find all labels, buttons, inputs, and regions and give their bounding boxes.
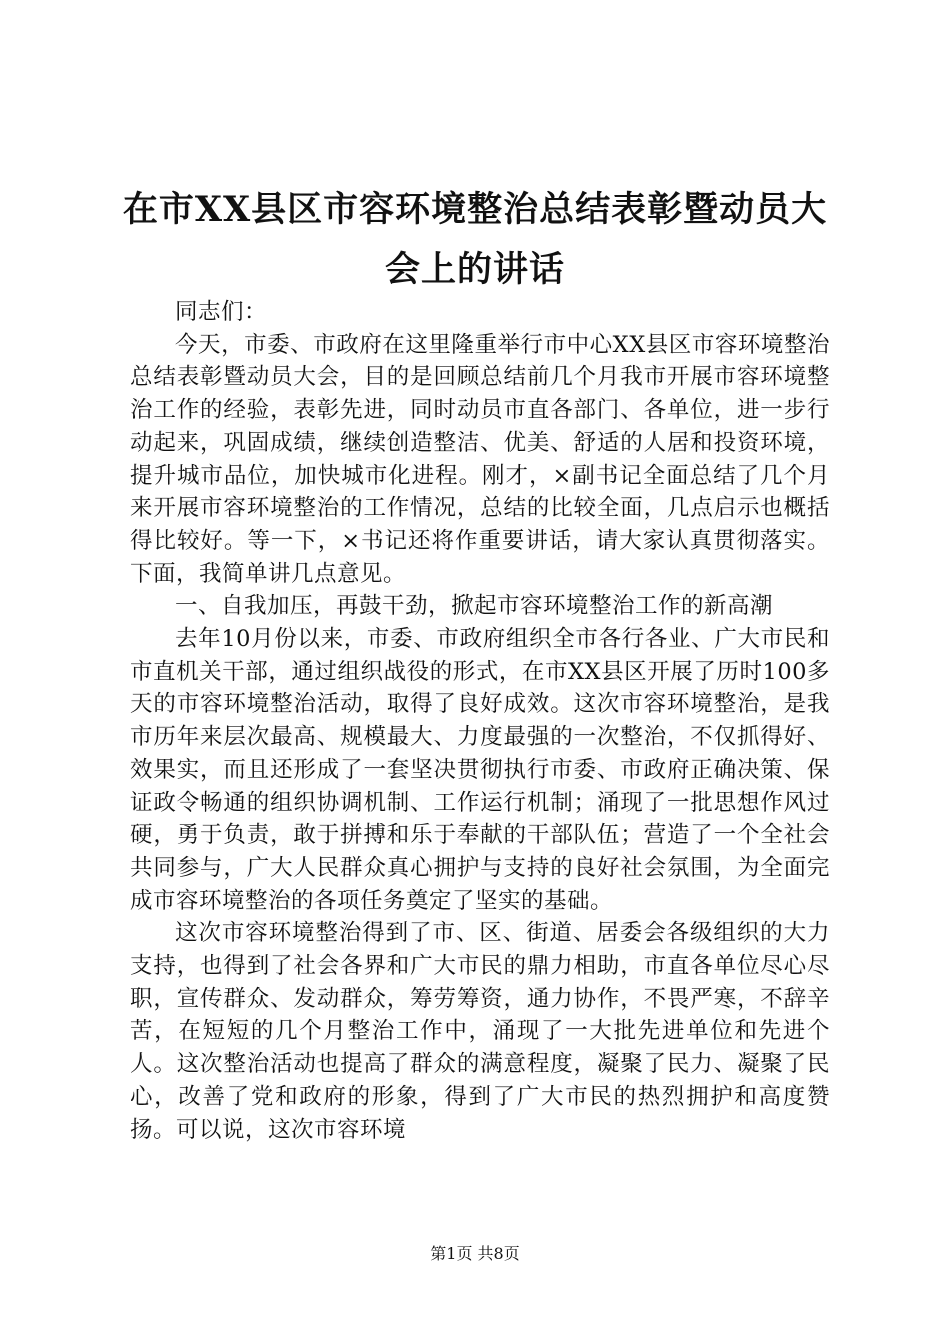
section-heading: 一、自我加压，再鼓干劲，掀起市容环境整治工作的新高潮 <box>175 593 774 620</box>
body-paragraph: 今天，市委、市政府在这里隆重举行市中心XX县区市容环境整治总结表彰暨动员大会，目的是回顾总结前几个月我市开展市容环境整治工作的经验，表彰先进，同时动员市直各部门、各单位，进一步行动起来，巩固成绩，继续创造整洁、优美、舒适的人居和投资环境，提升城市品位，加快城市化进程。刚才，×副书记全面总结了几个月来开展市容环境整治的工作情况，总结的比较全面，几点启示也概括得比较好。等一下，×书记还将作重要讲话，请大家认真贯彻落实。下面，我简单讲几点意见。 <box>130 331 830 587</box>
document-title-line-2: 会上的讲话 <box>384 249 565 290</box>
body-paragraph: 去年10月份以来，市委、市政府组织全市各行各业、广大市民和市直机关干部，通过组织战役的形式，在市XX县区开展了历时100多天的市容环境整治活动，取得了良好成效。这次市容环境整治，是我市历年来层次最高、规模最大、力度最强的一次整治，不仅抓得好、效果实，而且还形成了一套坚决贯彻执行市委、市政府正确决策、保证政令畅通的组织协调机制、工作运行机制；涌现了一批思想作风过硬，勇于负责，敢于拼搏和乐于奉献的干部队伍；营造了一个全社会共同参与，广大人民群众真心拥护与支持的良好社会氛围，为全面完成市容环境整治的各项任务奠定了坚实的基础。 <box>130 626 830 914</box>
document-body <box>130 296 830 1146</box>
document-title-line-1: 在市XX县区市容环境整治总结表彰暨动员大 <box>122 189 828 230</box>
page-number-footer: 第1页 共8页 <box>430 1244 520 1263</box>
salutation: 同志们： <box>175 299 268 325</box>
body-paragraph: 这次市容环境整治得到了市、区、街道、居委会各级组织的大力支持，也得到了社会各界和广大市民的鼎力相助，市直各单位尽心尽职，宣传群众、发动群众，筹劳筹资，通力协作，不畏严寒，不辞辛苦，在短短的几个月整治工作中，涌现了一大批先进单位和先进个人。这次整治活动也提高了群众的满意程度，凝聚了民力、凝聚了民心，改善了党和政府的形象，得到了广大市民的热烈拥护和高度赞扬。可以说，这次市容环境 <box>130 920 830 1143</box>
